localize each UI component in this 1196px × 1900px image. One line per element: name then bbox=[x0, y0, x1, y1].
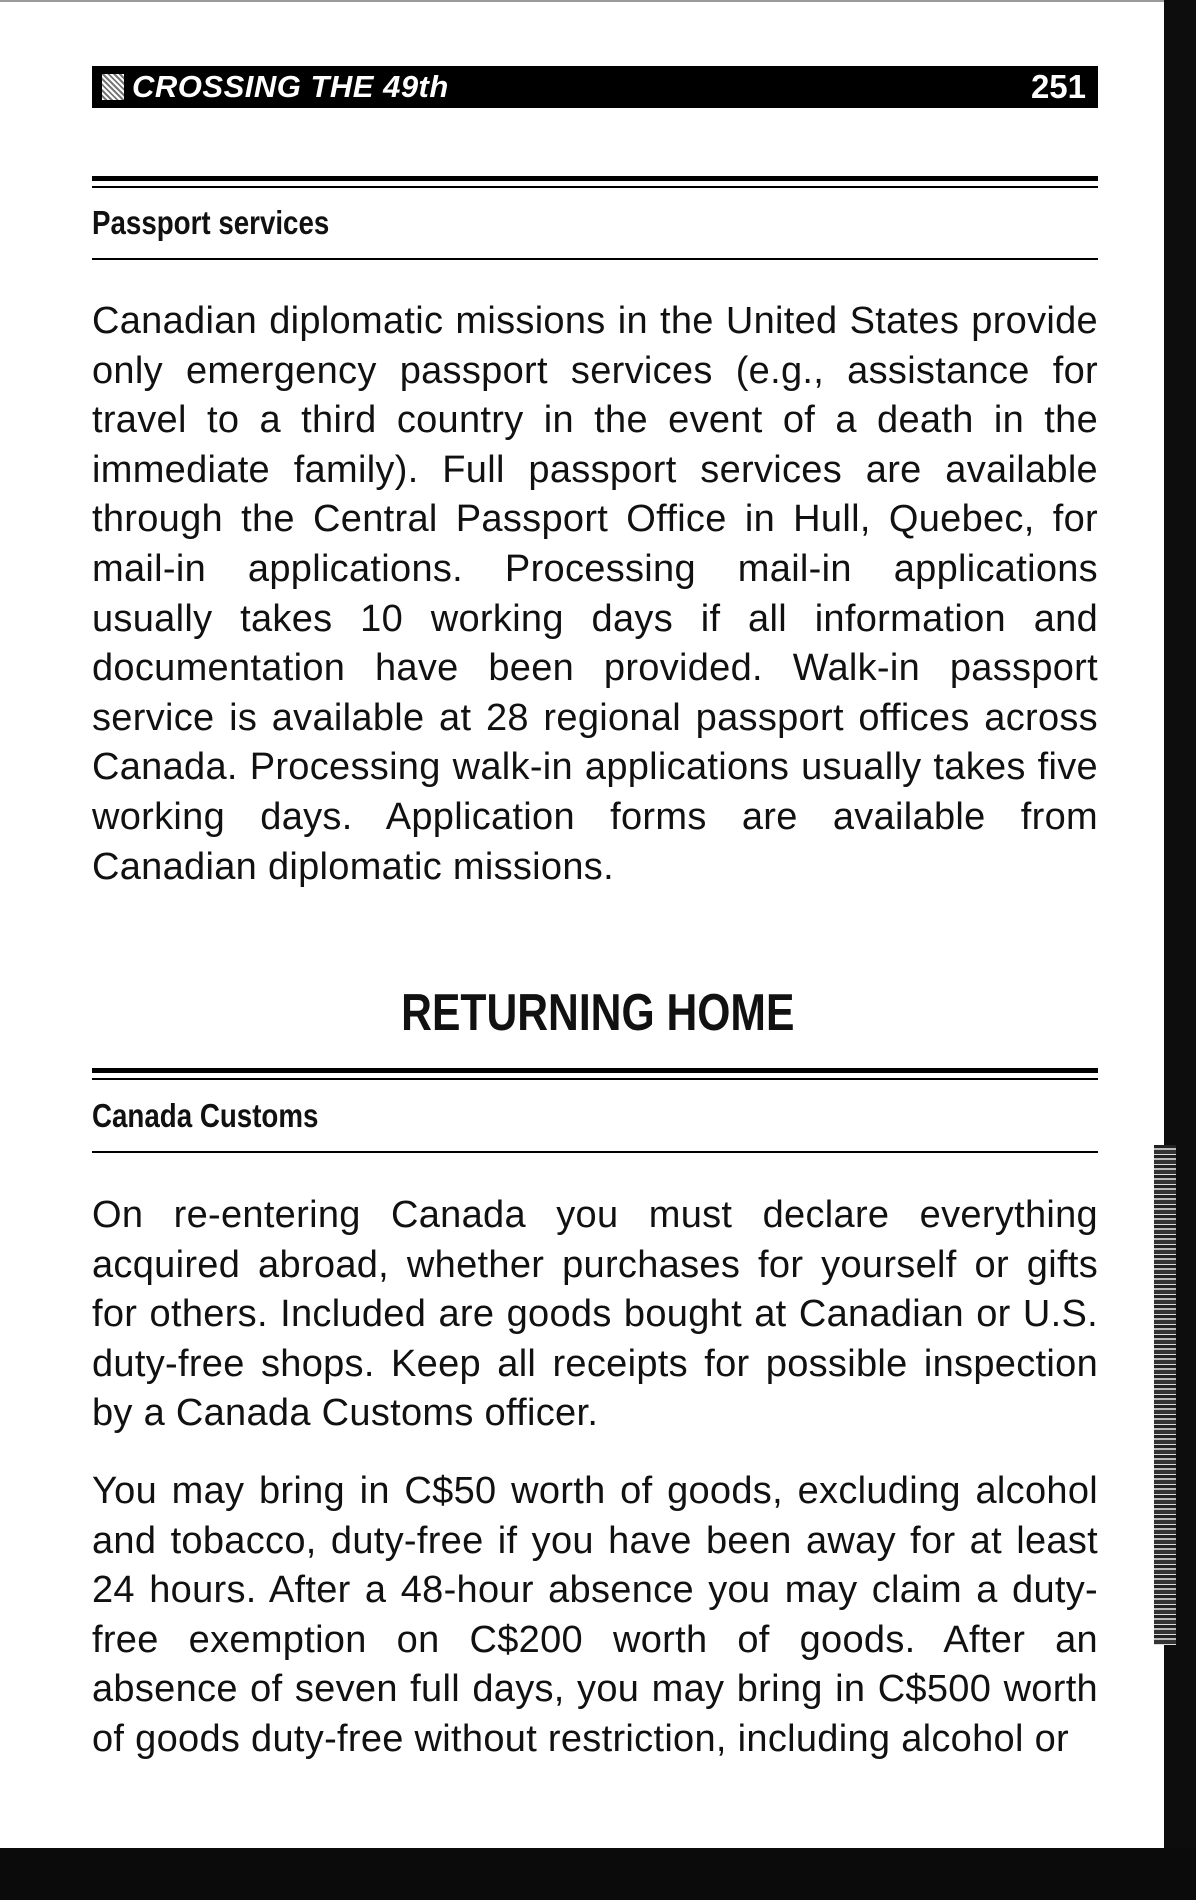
scan-edge-speckle bbox=[1154, 1145, 1176, 1645]
section-rule-bottom bbox=[92, 258, 1098, 260]
chapter-heading bbox=[0, 982, 1196, 1044]
passport-paragraph: Canadian diplomatic missions in the United States provide only emergency passport services (e.g., assistance for travel to a third country in the event of a death in the immediate family). Full passport services are available through the Central Passport Office in Hull, Quebec, for mail-in applications. Processing mail-in applications usually takes 10 working days if all information and documentation have been provided. Walk-in passport service is available at 28 regional passport offices across Canada. Processing walk-in applications usually takes five working days. Application forms are available from Canadian diplomatic missions. bbox=[92, 300, 1098, 888]
running-title: CROSSING THE 49th bbox=[132, 69, 449, 104]
section-rule-top bbox=[92, 176, 1098, 181]
section-heading-customs: Canada Customs bbox=[92, 1097, 319, 1134]
section-rule-top bbox=[92, 1068, 1098, 1073]
chapter-heading-text: RETURNING HOME bbox=[401, 984, 795, 1042]
scan-bottom-edge bbox=[0, 1848, 1196, 1900]
section-heading-passport: Passport services bbox=[92, 204, 330, 241]
customs-paragraph-2: You may bring in C$50 worth of goods, excluding alcohol and tobacco, duty-free if you have been away for at least 24 hours. After a 48-hour absence you may claim a duty-free exemption on C$200 worth of goods. After an absence of seven full days, you may bring in C$500 worth of goods duty-free without restriction, including alcohol or bbox=[92, 1470, 1098, 1760]
section-rule-bottom bbox=[92, 1151, 1098, 1153]
top-edge-rule bbox=[0, 0, 1170, 2]
header-ornament-icon bbox=[102, 74, 124, 100]
page-number: 251 bbox=[1030, 68, 1086, 105]
section-rule-top-thin bbox=[92, 186, 1098, 188]
section-rule-top-thin bbox=[92, 1078, 1098, 1080]
customs-paragraph-1: On re-entering Canada you must declare everything acquired abroad, whether purchases for yourself or gifts for others. Included are goods bought at Canadian or U.S. duty-free shops. Keep all receipts for possible inspection by a Canada Customs officer. bbox=[92, 1194, 1098, 1435]
